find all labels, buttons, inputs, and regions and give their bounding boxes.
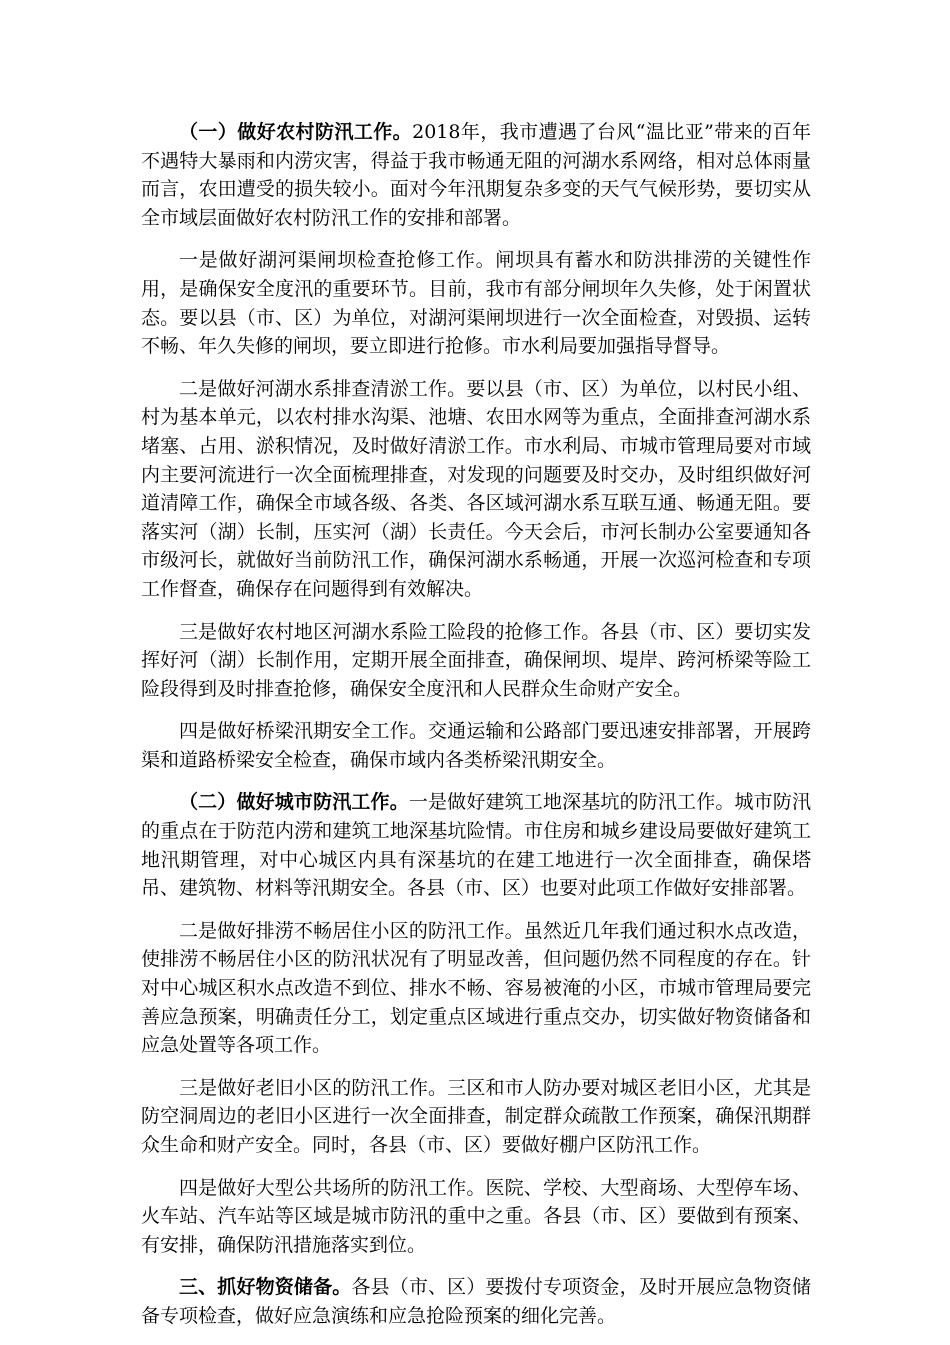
paragraph-rural-flood-control <box>141 118 811 232</box>
paragraph-text: 四是做好大型公共场所的防汛工作。医院、学校、大型商场、大型停车场、火车站、汽车站等区域是城市防汛的重中之重。各县（市、区）要做到有预案、有安排，确保防汛措施落实到位。 <box>141 1176 811 1256</box>
paragraph-drainage-communities <box>141 917 811 1060</box>
paragraph-text: 三是做好农村地区河湖水系险工险段的抢修工作。各县（市、区）要切实发挥好河（湖）长制作用，定期开展全面排查，确保闸坝、堤岸、跨河桥梁等险工险段得到及时排查抢修，确保安全度汛和人民群众生命财产安全。 <box>141 620 811 700</box>
section-heading: 三、抓好物资储备。 <box>179 1276 352 1299</box>
paragraph-text: 一是做好建筑工地深基坑的防汛工作。城市防汛的重点在于防范内涝和建筑工地深基坑险情。市住房和城乡建设局要做好建筑工地汛期管理，对中心城区内具有深基坑的在建工地进行一次全面排查，确保塔吊、建筑物、材料等汛期安全。各县（市、区）也要对此项工作做好安排部署。 <box>141 791 811 900</box>
paragraph-river-dredging <box>141 375 811 604</box>
section-heading: （一）做好农村防汛工作。 <box>179 121 413 143</box>
paragraph-text: 四是做好桥梁汛期安全工作。交通运输和公路部门要迅速安排部署，开展跨渠和道路桥梁安全检查，确保市域内各类桥梁汛期安全。 <box>141 720 811 771</box>
paragraph-text: 2018年，我市遭遇了台风“温比亚”带来的百年不遇特大暴雨和内涝灾害，得益于我市畅通无阻的河湖水系网络，相对总体雨量而言，农田遭受的损失较小。面对今年汛期复杂多变的天气气候形势，要切实从全市域层面做好农村防汛工作的安排和部署。 <box>141 121 811 229</box>
paragraph-text: 二是做好河湖水系排查清淤工作。要以县（市、区）为单位，以村民小组、村为基本单元，以农村排水沟渠、池塘、农田水网等为重点，全面排查河湖水系堵塞、占用、淤积情况，及时做好清淤工作。市水利局、市城市管理局要对市域内主要河流进行一次全面梳理排查，对发现的问题要及时交办，及时组织做好河道清障工作，确保全市域各级、各类、各区域河湖水系互联互通、畅通无阻。要落实河（湖）长制，压实河（湖）长责任。今天会后，市河长制办公室要通知各市级河长，就做好当前防汛工作，确保河湖水系畅通，开展一次巡河检查和专项工作督查，确保存在问题得到有效解决。 <box>141 377 811 600</box>
paragraph-material-reserves <box>141 1273 811 1330</box>
paragraph-text: 三是做好老旧小区的防汛工作。三区和市人防办要对城区老旧小区，尤其是防空洞周边的老旧小区进行一次全面排查，制定群众疏散工作预案，确保汛期群众生命和财产安全。同时，各县（市、区）要做好棚户区防汛工作。 <box>141 1076 811 1156</box>
paragraph-public-venues <box>141 1174 811 1260</box>
paragraph-urban-flood-control <box>141 788 811 902</box>
paragraph-danger-section-repair <box>141 618 811 704</box>
paragraph-old-communities <box>141 1074 811 1160</box>
paragraph-bridge-safety <box>141 717 811 774</box>
paragraph-text: 二是做好排涝不畅居住小区的防汛工作。虽然近几年我们通过积水点改造，使排涝不畅居住小区的防汛状况有了明显改善，但问题仍然不同程度的存在。针对中心城区积水点改造不到位、排水不畅、容易被淹的小区，市城市管理局要完善应急预案，明确责任分工，划定重点区域进行重点交办，切实做好物资储备和应急处置等各项工作。 <box>141 919 811 1057</box>
paragraph-sluice-inspection <box>141 246 811 360</box>
paragraph-text: 各县（市、区）要拨付专项资金，及时开展应急物资储备专项检查，做好应急演练和应急抢险预案的细化完善。 <box>141 1276 811 1327</box>
paragraph-text: 一是做好湖河渠闸坝检查抢修工作。闸坝具有蓄水和防洪排涝的关键性作用，是确保安全度汛的重要环节。目前，我市有部分闸坝年久失修，处于闲置状态。要以县（市、区）为单位，对湖河渠闸坝进行一次全面检查，对毁损、运转不畅、年久失修的闸坝，要立即进行抢修。市水利局要加强指导督导。 <box>141 249 811 358</box>
document-page <box>141 118 811 1345</box>
section-heading: （二）做好城市防汛工作。 <box>179 791 409 814</box>
